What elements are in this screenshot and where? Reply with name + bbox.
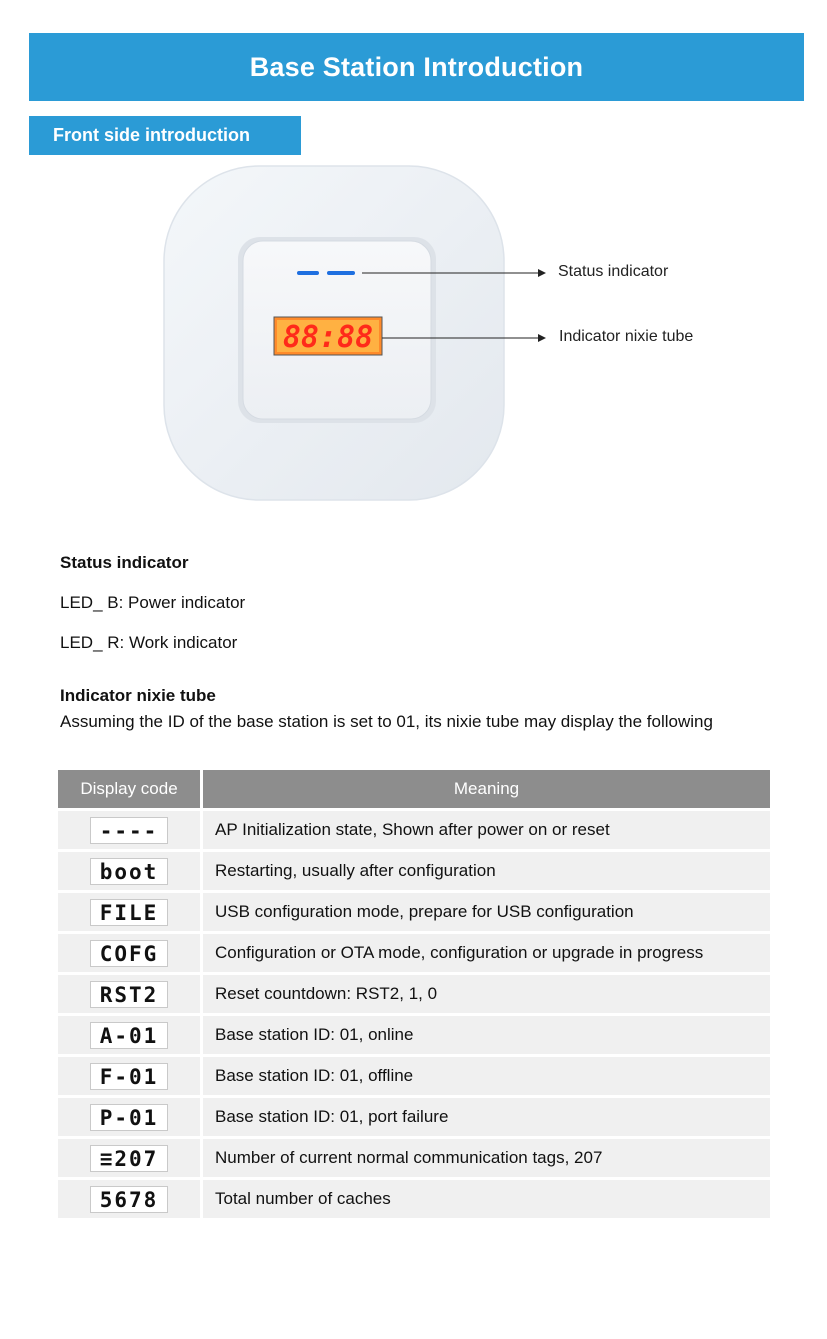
meaning-cell: Total number of caches	[203, 1180, 770, 1218]
header-meaning: Meaning	[203, 770, 770, 808]
meaning-cell: USB configuration mode, prepare for USB configuration	[203, 893, 770, 931]
table-row	[58, 1139, 770, 1177]
display-code: ≡207	[90, 1145, 168, 1172]
table-row	[58, 1098, 770, 1136]
led-r-line: LED_ R: Work indicator	[60, 633, 238, 652]
base-station-image	[0, 0, 827, 520]
nixie-heading: Indicator nixie tube	[60, 686, 216, 705]
display-code: 5678	[90, 1186, 168, 1213]
table-row	[58, 975, 770, 1013]
meaning-cell: Number of current normal communication tags, 207	[203, 1139, 770, 1177]
callout-nixie-tube: Indicator nixie tube	[559, 328, 694, 345]
led-r-icon	[327, 271, 355, 275]
nixie-digits: 88:88	[282, 320, 374, 355]
meaning-cell: Reset countdown: RST2, 1, 0	[203, 975, 770, 1013]
arrow-icon	[538, 334, 546, 342]
display-code: A-01	[90, 1022, 168, 1049]
device-illustration	[0, 0, 827, 520]
display-code: FILE	[90, 899, 168, 926]
display-code: ----	[90, 817, 168, 844]
display-code: RST2	[90, 981, 168, 1008]
arrow-icon	[538, 269, 546, 277]
page-title: Base Station Introduction	[29, 33, 804, 101]
meaning-cell: Base station ID: 01, offline	[203, 1057, 770, 1095]
section-tab: Front side introduction	[29, 116, 301, 155]
display-code: F-01	[90, 1063, 168, 1090]
header-display-code: Display code	[58, 770, 203, 808]
table-row	[58, 934, 770, 972]
led-b-line: LED_ B: Power indicator	[60, 593, 246, 612]
nixie-intro: Assuming the ID of the base station is set to 01, its nixie tube may display the following	[60, 712, 713, 731]
meaning-cell: Configuration or OTA mode, configuration or upgrade in progress	[203, 934, 770, 972]
table-row	[58, 852, 770, 890]
meaning-cell: Restarting, usually after configuration	[203, 852, 770, 890]
status-heading: Status indicator	[60, 553, 189, 572]
meaning-cell: AP Initialization state, Shown after power on or reset	[203, 811, 770, 849]
table-row	[58, 811, 770, 849]
table-row	[58, 893, 770, 931]
display-code: COFG	[90, 940, 168, 967]
display-code: boot	[90, 858, 168, 885]
led-b-icon	[297, 271, 319, 275]
table-row	[58, 1057, 770, 1095]
display-code-table	[58, 767, 770, 1221]
meaning-cell: Base station ID: 01, online	[203, 1016, 770, 1054]
meaning-cell: Base station ID: 01, port failure	[203, 1098, 770, 1136]
callout-status-indicator: Status indicator	[558, 263, 669, 280]
table-row	[58, 1016, 770, 1054]
table-header-row	[58, 770, 770, 808]
display-code: P-01	[90, 1104, 168, 1131]
table-row	[58, 1180, 770, 1218]
